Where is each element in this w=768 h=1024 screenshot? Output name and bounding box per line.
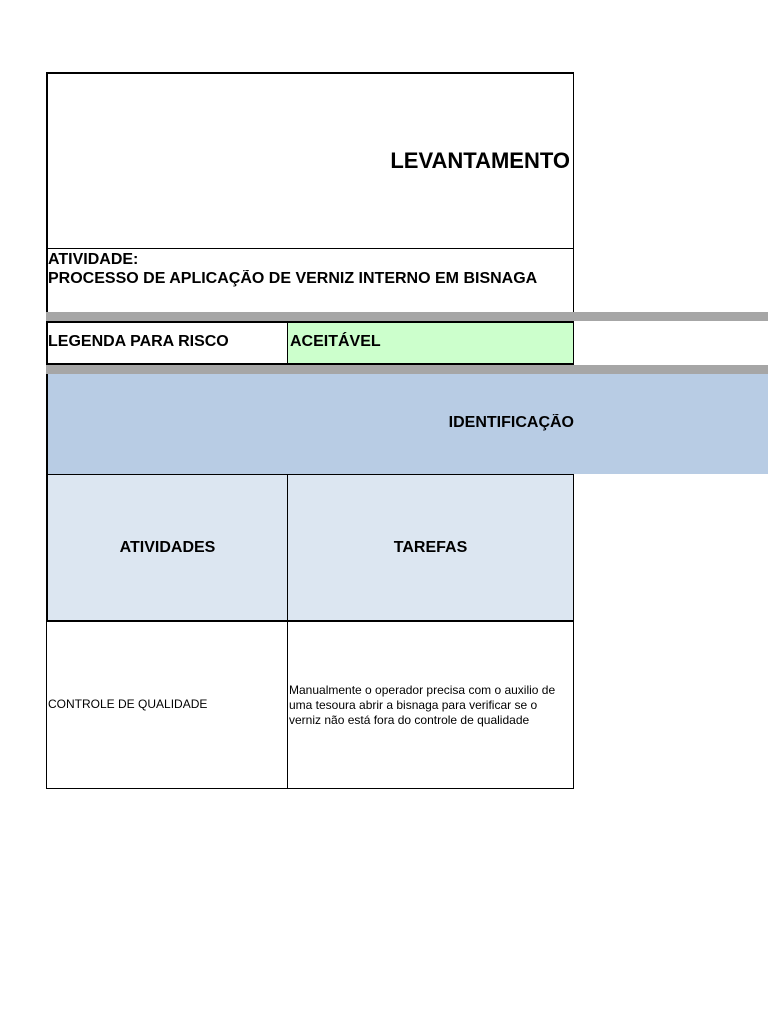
table-row-atividade: CONTROLE DE QUALIDADE — [48, 697, 208, 711]
separator-bar-top — [46, 312, 768, 321]
page-title: LEVANTAMENTO — [390, 148, 570, 173]
legend-label: LEGENDA PARA RISCO — [48, 333, 229, 350]
table-row-tarefa-cell — [287, 621, 574, 789]
identification-heading: IDENTIFICAÇÃO — [448, 414, 574, 431]
header-cell-atividades — [46, 474, 288, 621]
header-cell-tarefas — [287, 474, 574, 621]
activity-label: ATIVIDADE: — [48, 251, 139, 268]
legend-value: ACEITÁVEL — [290, 333, 381, 350]
header-tarefas: TAREFAS — [393, 539, 468, 556]
table-row-tarefa: Manualmente o operador precisa com o auxilio de uma tesoura abrir a bisnaga para verificar se o verniz não está fora do controle de qualidade — [289, 683, 556, 727]
table-row-atividade-cell — [46, 621, 288, 789]
header-atividades: ATIVIDADES — [119, 539, 216, 556]
separator-bar-bottom — [46, 365, 768, 374]
activity-value: PROCESSO DE APLICAÇÃO DE VERNIZ INTERNO EM BISNAGA — [48, 270, 538, 287]
